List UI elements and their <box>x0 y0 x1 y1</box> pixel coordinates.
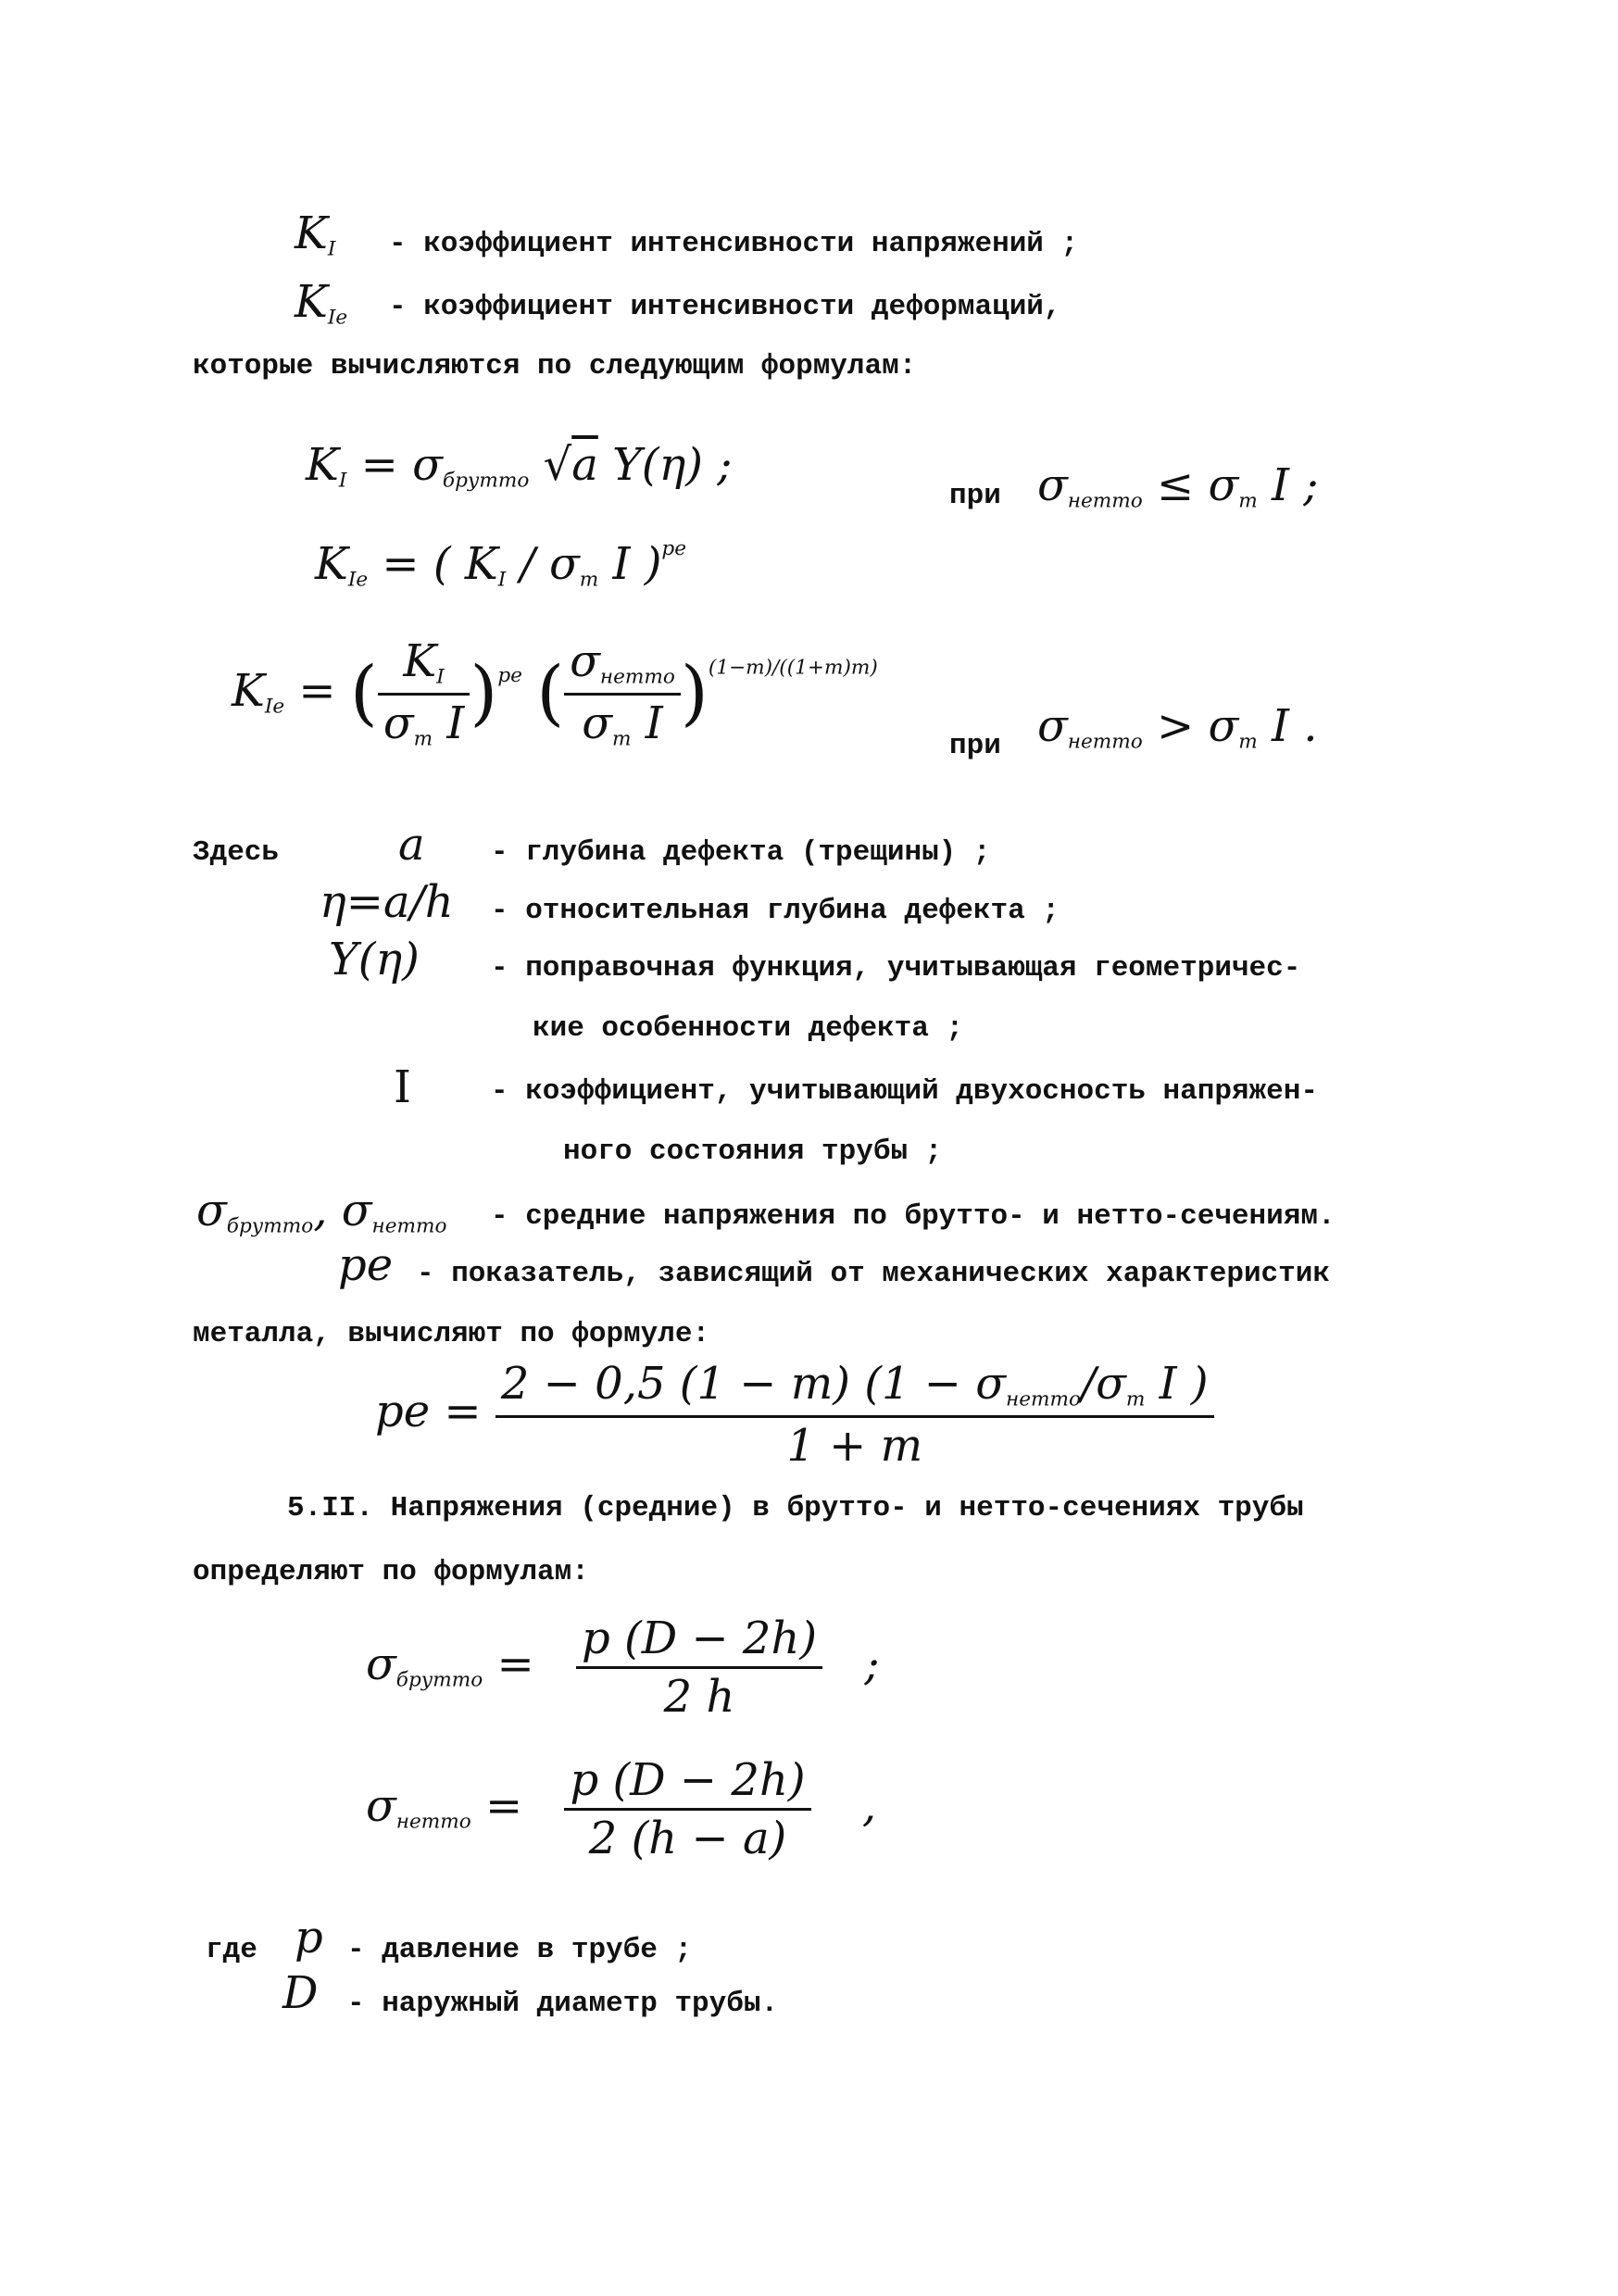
footer-where-label: где <box>206 1934 257 1966</box>
symbol-a: a <box>398 819 425 871</box>
where-label: Здесь <box>193 836 280 869</box>
definition-pe-line2: металла, вычисляют по формуле: <box>193 1318 710 1350</box>
formula-sigma-netto: $\sigma_{нетто}$ = $\frac{p (D - 2h)}{2 (h - a)}$ , <box>366 1754 877 1864</box>
symbol-eta: η=a/h <box>320 876 454 928</box>
definition-i-line1: - коэффициент, учитывающий двухосность напряжен- <box>491 1075 1318 1108</box>
definition-i-line2: ного состояния трубы ; <box>563 1135 943 1168</box>
symbol-y: Y(η) <box>329 934 420 985</box>
symbol-p: p <box>295 1912 323 1964</box>
section-heading-line1: 5.II. Напряжения (средние) в брутто- и нетто-сечениях трубы <box>287 1492 1304 1524</box>
formula-kie-plastic: $K_{Ie}$ = ( $\frac{K_I}{\sigma_т I}$ )$^{pe}$ ( $\frac{\sigma_{нетто}}{\sigma_т I}$ )$^{(1-m)/((1+m)m)}$ <box>232 635 878 751</box>
formula-ki: $K_I = \sigma_{брутто}$ √a Y(η) ; <box>306 439 733 493</box>
definition-a: - глубина дефекта (трещины) ; <box>491 836 991 869</box>
definition-ki: - коэффициент интенсивности напряжений ; <box>389 228 1079 260</box>
symbol-sigma-pair: $\sigma_{брутто}$, $\sigma_{нетто}$ <box>196 1185 447 1238</box>
definition-pe-line1: - показатель, зависящий от механических характеристик <box>417 1258 1330 1290</box>
formula-pe: pe = $\frac{2 - 0,5 (1 - m) (1 - \sigma_{нетто}/\sigma_т I )}{1 + m}$ <box>375 1361 1214 1468</box>
definition-y-line1: - поправочная функция, учитывающая геометричес- <box>491 952 1301 985</box>
definition-kie: - коэффициент интенсивности деформаций, <box>389 291 1061 323</box>
definition-p: - давление в трубе ; <box>347 1934 693 1966</box>
symbol-pe: pe <box>338 1239 394 1291</box>
symbol-kie: $K_{Ie}$ <box>295 276 348 330</box>
formula-sigma-brutto: $\sigma_{брутто}$ = $\frac{p (D - 2h)}{2 h}$ ; <box>366 1612 880 1723</box>
definition-y-line2: кие особенности дефекта ; <box>533 1012 964 1045</box>
symbol-d: D <box>282 1967 319 2019</box>
section-heading-line2: определяют по формулам: <box>193 1556 589 1588</box>
definition-eta: - относительная глубина дефекта ; <box>491 895 1060 927</box>
intro-text: которые вычисляются по следующим формулам: <box>193 350 917 383</box>
definition-d: - наружный диаметр трубы. <box>347 1988 779 2020</box>
definition-sigma: - средние напряжения по брутто- и нетто-сечениям. <box>491 1200 1336 1233</box>
symbol-ki: $K_I$ <box>295 207 336 261</box>
symbol-i: I <box>394 1061 411 1113</box>
condition-2-word: при <box>949 730 1001 762</box>
formula-kie-elastic: $K_{Ie}$ = ( $K_I / \sigma_т$ I )$^{pe}$ <box>315 537 687 592</box>
condition-1-formula: $\sigma_{нетто} \le \sigma_т$ I ; <box>1037 459 1319 513</box>
condition-2-formula: $\sigma_{нетто} > \sigma_т$ I . <box>1037 700 1318 754</box>
condition-1-word: при <box>949 480 1001 512</box>
